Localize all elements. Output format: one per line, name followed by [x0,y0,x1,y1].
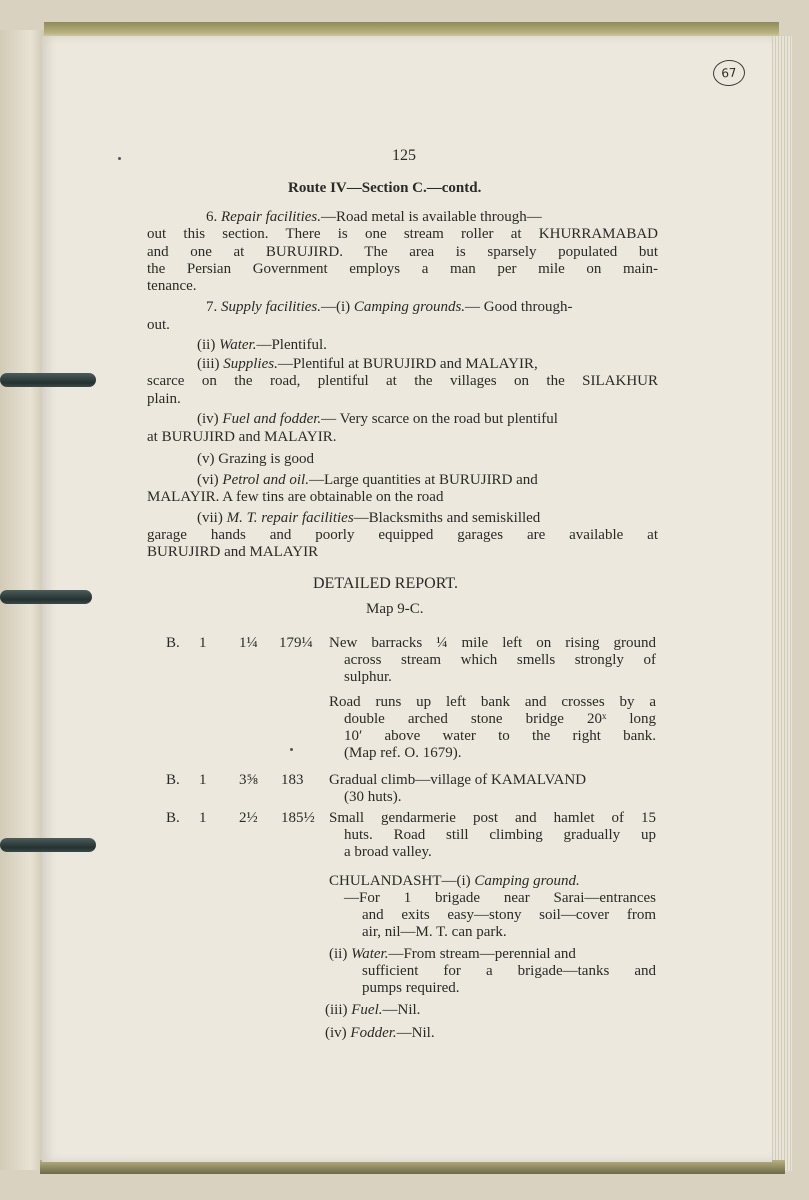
item-iv-line2: at BURUJIRD and MALAYIR. [147,429,337,445]
entry1-line3: sulphur. [344,669,392,685]
entry3-line2: huts. Road still climbing gradually up [344,827,656,843]
page-stack-edge [770,36,792,1171]
chulandasht-line2: —For 1 brigade near Sarai—entrances [344,890,656,906]
entry1-num: 1 [199,635,207,651]
report-title: DETAILED REPORT. [313,575,458,592]
margin-mark [290,748,293,751]
entry2-line1: Gradual climb—village of KAMALVAND [329,772,587,788]
folio-stamp: 67 [712,59,746,87]
entry3-stage: B. [166,810,180,826]
entry1-sub-line2: double arched stone bridge 20ˣ long [344,711,656,727]
entry1-line1: New barracks ¼ mile left on rising ground [329,635,656,651]
para6-line3: and one at BURUJIRD. The area is sparsely populated but [147,243,658,260]
item-ii: (ii) Water.—Plentiful. [197,337,327,353]
item-vii-line1: (vii) M. T. repair facilities—Blacksmiths and semiskilled [197,510,541,526]
para6-line4: the Persian Government employs a man per mile on main- [147,261,658,277]
entry2-line2: (30 huts). [344,789,402,805]
item-iii-line2: scarce on the road, plentiful at the villages on the SILAKHUR [147,373,658,389]
entry1-cum: 179¼ [279,635,313,651]
section-heading: Route IV—Section C.—contd. [288,180,482,196]
chulandasht-ii-line2: sufficient for a brigade—tanks and [362,963,656,979]
chulandasht-iv: (iv) Fodder.—Nil. [325,1025,435,1041]
item-vii-line3: BURUJIRD and MALAYIR [147,544,319,560]
binding-string-2 [0,590,92,604]
para6-line1: 6. Repair facilities.—Road metal is available through— [206,209,542,225]
item-v: (v) Grazing is good [197,451,315,467]
entry1-sub-line3: 10′ above water to the right bank. [344,728,656,744]
entry1-line2: across stream which smells strongly of [344,652,656,668]
entry1-sub-line4: (Map ref. O. 1679). [344,745,462,761]
entry2-num: 1 [199,772,207,788]
chulandasht-ii-line3: pumps required. [362,980,460,996]
binding-string-1 [0,373,96,387]
para7-line2: out. [147,317,170,333]
para7-line1: 7. Supply facilities.—(i) Camping grounds.— Good through- [206,299,573,315]
chulandasht-line3: and exits easy—stony soil—cover from [362,907,656,923]
chulandasht-ii-line1: (ii) Water.—From stream—perennial and [329,946,576,962]
chulandasht-line4: air, nil—M. T. can park. [362,924,507,940]
book-bottom-edge [40,1160,785,1174]
entry3-num: 1 [199,810,207,826]
item-iv-line1: (iv) Fuel and fodder.— Very scarce on the road but plentiful [197,411,558,427]
margin-mark [118,157,121,160]
item-vi-line1: (vi) Petrol and oil.—Large quantities at BURUJIRD and [197,472,538,488]
item-iii-line1: (iii) Supplies.—Plentiful at BURUJIRD and MALAYIR, [197,356,538,372]
item-iii-line3: plain. [147,391,181,407]
binding-string-3 [0,838,96,852]
entry2-stage: B. [166,772,180,788]
entry2-cum: 183 [281,772,304,788]
chulandasht-line1: CHULANDASHT—(i) Camping ground. [329,873,580,889]
entry1-sub-line1: Road runs up left bank and crosses by a [329,694,656,710]
entry2-dist: 3⅝ [239,772,258,788]
entry3-cum: 185½ [281,810,315,826]
entry3-line1: Small gendarmerie post and hamlet of 15 [329,810,656,826]
para6-line2: out this section. There is one stream roller at KHURRAMABAD [147,226,658,242]
para6-line5: tenance. [147,278,197,294]
chulandasht-iii: (iii) Fuel.—Nil. [325,1002,421,1018]
entry3-line3: a broad valley. [344,844,432,860]
entry1-dist: 1¼ [239,635,258,651]
page-number: 125 [392,147,416,164]
map-ref: Map 9-C. [366,601,424,617]
item-vi-line2: MALAYIR. A few tins are obtainable on the road [147,489,444,505]
entry3-dist: 2½ [239,810,258,826]
entry1-stage: B. [166,635,180,651]
item-vii-line2: garage hands and poorly equipped garages are available at [147,527,658,543]
